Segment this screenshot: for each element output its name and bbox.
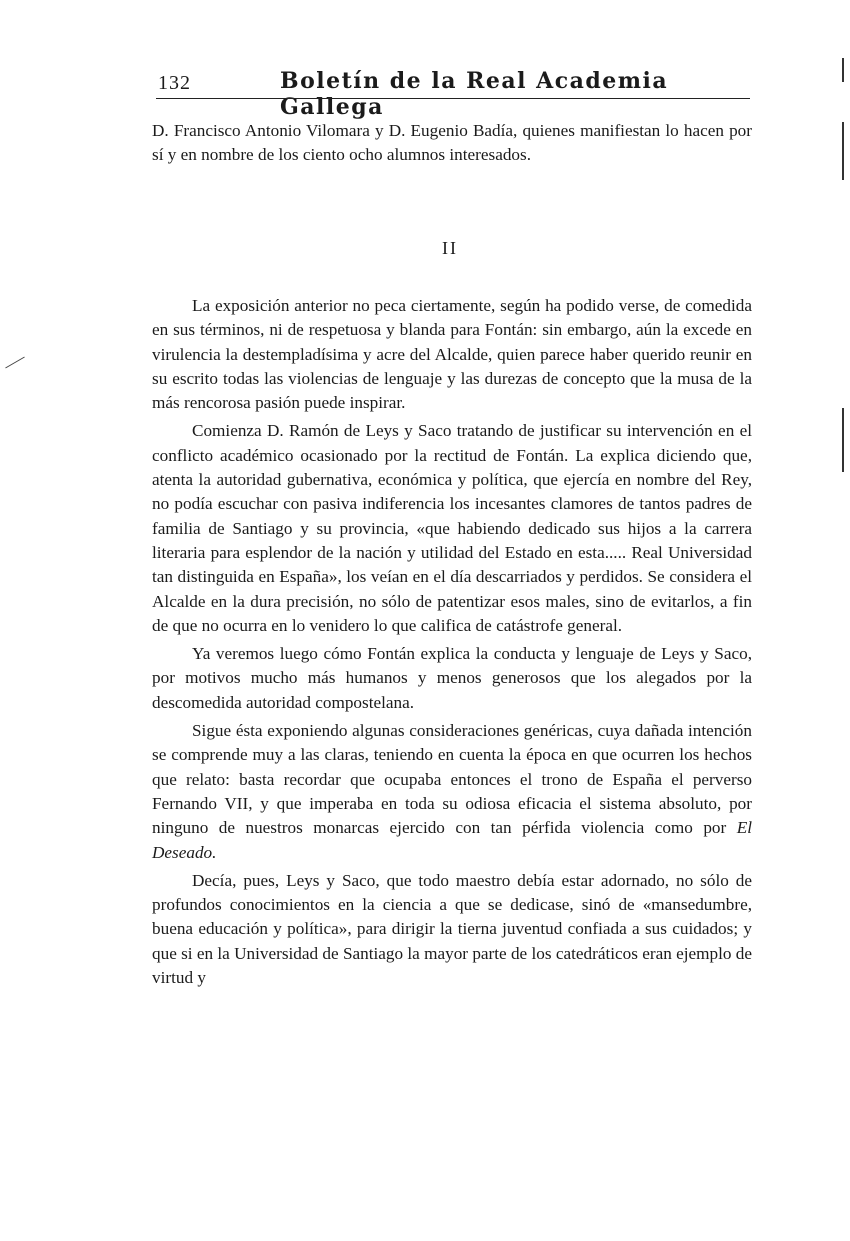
scan-edge-mark	[842, 58, 844, 82]
paragraph-1: La exposición anterior no peca ciertamente, según ha podido verse, de comedida en sus términos, ni de respetuosa y blanda para Fontán: sin embargo, aún la excede en virulencia la destempladísima y acre del Alcalde, quien parece haber querido reunir en su escrito todas las violencias de lenguaje y las durezas de concepto que la musa de la más rencorosa pasión puede inspirar.	[152, 296, 752, 413]
paragraph-2: Comienza D. Ramón de Leys y Saco tratando de justificar su intervención en el conflicto académico ocasionado por la rectitud de Fontán. La explica diciendo que, atenta la autoridad gubernativa, económica y política, que ejercía en nombre del Rey, no podía escuchar con pasiva indiferencia los incesantes clamores de tantos padres de familia de Santiago y su provincia, «que habiendo dedicado sus hijos a la carrera literaria para esplendor de la nación y utilidad del Estado en esta..... Real Universidad tan distinguida en España», los veían en el día descarriados y perdidos. Se considera el Alcalde en la dura precisión, no sólo de patentizar esos males, sino de evitarlos, a fin de que no ocurra en lo venidero lo que califica de catástrofe general.	[152, 421, 752, 635]
scan-edge-mark	[842, 122, 844, 180]
running-header	[158, 68, 750, 120]
intro-paragraph	[152, 119, 752, 168]
paragraph-3: Ya veremos luego cómo Fontán explica la conducta y lenguaje de Leys y Saco, por motivos mucho más humanos y menos generosos que los alegados por la descomedida autoridad compostelana.	[152, 644, 752, 712]
paragraph-5: Decía, pues, Leys y Saco, que todo maestro debía estar adornado, no sólo de profundos conocimientos en la ciencia a que se dedicase, sinó de «mansedumbre, buena educación y política», para dirigir la tierna juventud confiada a sus cuidados; y que si en la Universidad de Santiago la mayor parte de los catedráticos eran ejemplo de virtud y	[152, 870, 752, 988]
page-number: 132	[158, 72, 191, 94]
section-heading: II	[442, 238, 458, 258]
paragraph-4	[152, 719, 752, 865]
header-rule	[156, 98, 750, 99]
scan-margin-mark	[5, 357, 25, 369]
main-text	[152, 294, 752, 994]
paragraph: D. Francisco Antonio Vilomara y D. Eugenio Badía, quienes manifiestan lo hacen por sí y en nombre de los ciento ocho alumnos interesados.	[152, 121, 752, 165]
paragraph-4-text: Sigue ésta exponiendo algunas consideraciones genéricas, cuya dañada intención se comprende muy a las claras, teniendo en cuenta la época en que ocurren los hechos que relato: basta recordar que ocupaba entonces el trono de España el perverso Fernando VII, y que imperaba en toda su odiosa eficacia el sistema absoluto, por ninguno de nuestros monarcas ejercido con tan pérfida violencia como por	[152, 721, 752, 838]
scan-edge-mark	[842, 408, 844, 472]
running-title: Boletín de la Real Academia Gallega	[280, 68, 669, 120]
italic-phrase: El Deseado.	[152, 818, 752, 862]
